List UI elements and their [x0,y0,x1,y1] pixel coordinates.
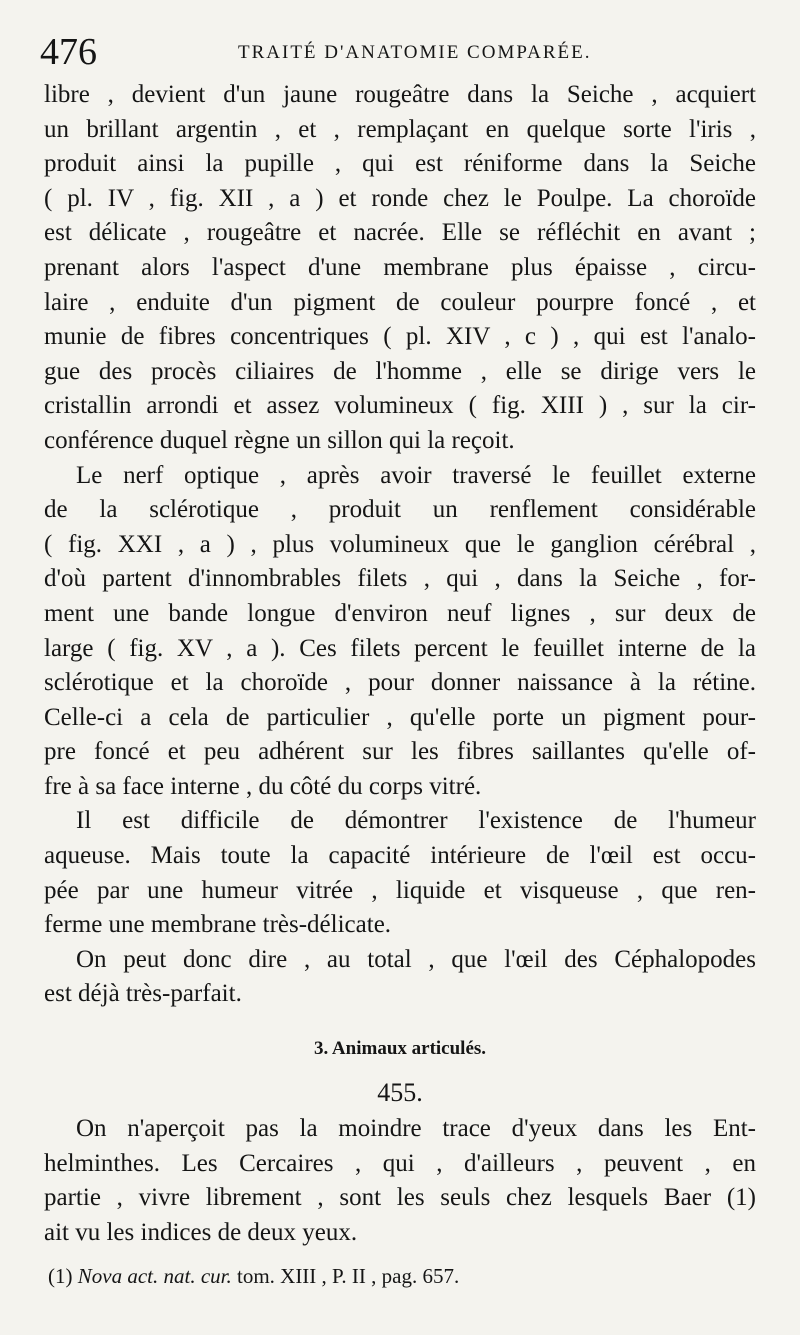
text-line: cristallin arrondi et assez volumineux ( fig. XIII ) , sur la cir- [44,392,756,420]
text-line: Il est difficile de démontrer l'existence de l'humeur [76,807,756,835]
text-line: un brillant argentin , et , remplaçant en quelque sorte l'iris , [44,115,756,143]
text-line: laire , enduite d'un pigment de couleur pourpre foncé , et [44,288,756,316]
section-heading: 3. Animaux articulés. [313,1038,487,1059]
section-text [44,1112,756,1250]
text-line: munie de fibres concentriques ( pl. XIV , c ) , qui est l'analo- [44,323,756,351]
text-line: On n'aperçoit pas la moindre trace d'yeux dans les Ent- [76,1115,756,1142]
text-line: est délicate , rougeâtre et nacrée. Elle se réfléchit en avant ; [44,219,756,247]
text-line: partie , vivre librement , sont les seuls chez lesquels Baer (1) [44,1184,756,1212]
text-line: gue des procès ciliaires de l'homme , elle se dirige vers le [44,357,756,385]
text-line: libre , devient d'un jaune rougeâtre dans la Seiche , acquiert [44,81,756,108]
text-line: fre à sa face interne , du côté du corps vitré. [44,772,482,800]
text-line: On peut donc dire , au total , que l'œil des Céphalopodes [76,945,756,973]
text-line: ( pl. IV , fig. XII , a ) et ronde chez le Poulpe. La choroïde [44,184,756,212]
text-line: Celle-ci a cela de particulier , qu'elle porte un pigment pour- [44,703,756,731]
footnote-reference: tom. XIII , P. II , pag. 657. [236,1264,460,1288]
running-head: TRAITÉ D'ANATOMIE COMPARÉE. [238,42,592,63]
text-line: prenant alors l'aspect d'une membrane plus épaisse , circu- [44,253,756,281]
text-line: pre foncé et peu adhérent sur les fibres saillantes qu'elle of- [44,738,756,766]
text-line: Le nerf optique , après avoir traversé le feuillet externe [76,461,756,489]
page-header [38,30,762,78]
text-line: aqueuse. Mais toute la capacité intérieure de l'œil est occu- [44,842,756,870]
text-line: d'où partent d'innombrables filets , qui , dans la Seiche , for- [44,565,756,593]
text-line: large ( fig. XV , a ). Ces filets percent le feuillet interne de la [44,634,756,662]
footnote [48,1263,459,1289]
text-line: produit ainsi la pupille , qui est réniforme dans la Seiche [44,150,756,178]
text-line: conférence duquel règne un sillon qui la reçoit. [44,426,515,454]
text-line: sclérotique et la choroïde , pour donner naissance à la rétine. [44,669,756,697]
footnote-source: Nova act. nat. cur. [77,1264,232,1288]
text-line: helminthes. Les Cercaires , qui , d'ailleurs , peuvent , en [44,1149,756,1177]
footnote-marker: (1) [48,1264,73,1288]
section-number: 455. [377,1078,423,1107]
text-line: ferme une membrane très-délicate. [44,911,392,939]
text-line: de la sclérotique , produit un renflement considérable [44,496,756,524]
text-line: ment une bande longue d'environ neuf lignes , sur deux de [44,599,756,627]
page-number: 476 [40,31,97,73]
text-line: pée par une humeur vitrée , liquide et visqueuse , que ren- [44,876,756,904]
text-line: est déjà très-parfait. [44,980,242,1008]
text-line: ait vu les indices de deux yeux. [44,1218,358,1246]
text-line: ( fig. XXI , a ) , plus volumineux que le ganglion cérébral , [44,530,756,558]
body-text [44,78,756,1012]
